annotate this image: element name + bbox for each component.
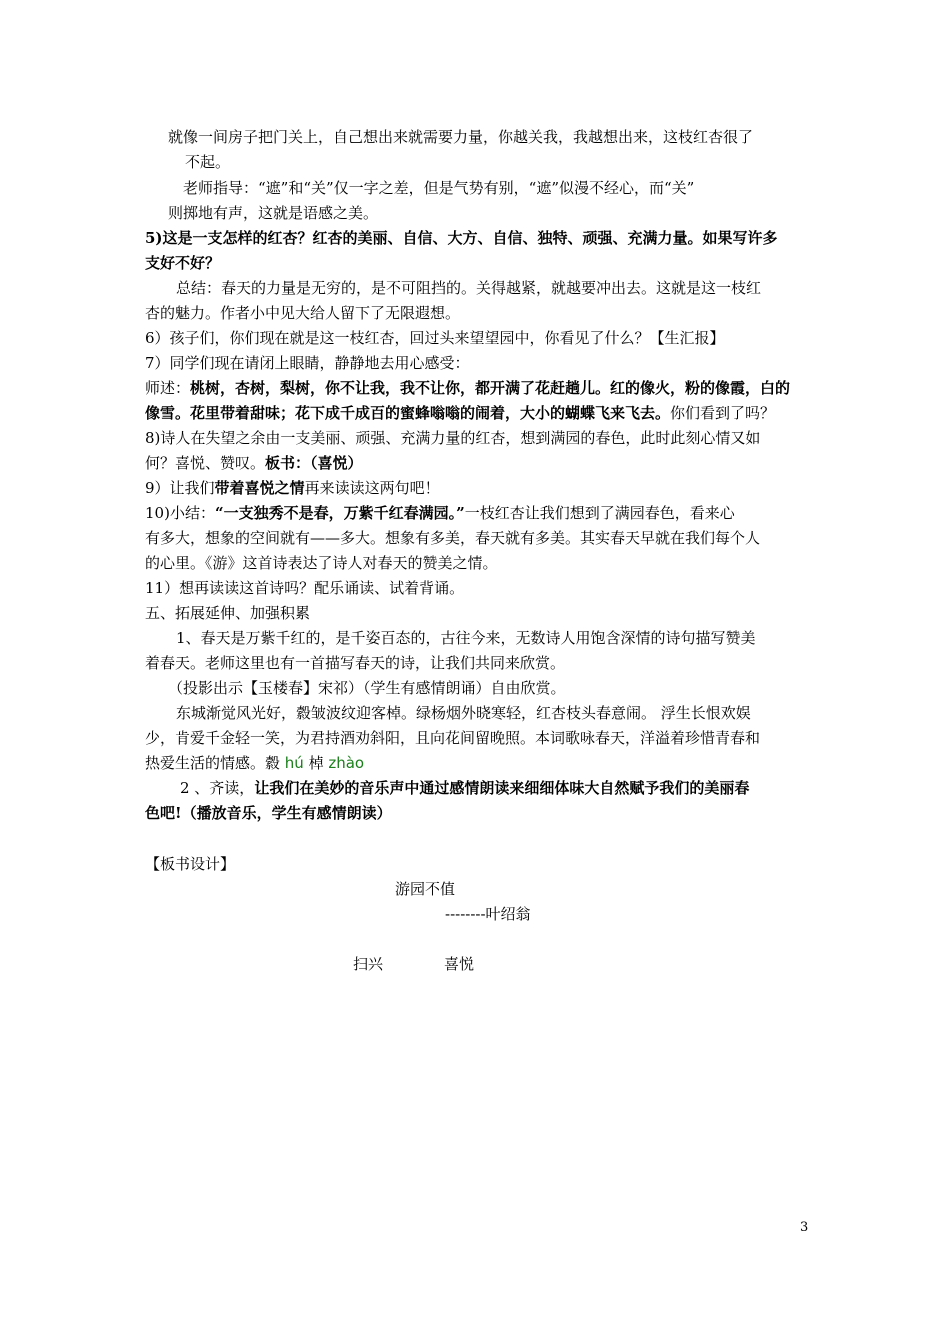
page-number: 3 (800, 1220, 809, 1235)
poem-line: 少，肯爱千金轻一笑，为君持酒劝斜阳，且向花间留晚照。本词歌咏春天，洋溢着珍惜青春和 (145, 729, 761, 747)
summary-line: 杏的魅力。作者小中见大给人留下了无限遐想。 (145, 304, 461, 322)
text-line: 不起。 (185, 153, 231, 171)
narration-text: 桃树，杏树，梨树，你不让我，我不让你，都开满了花赶趟儿。红的像火，粉的像霞，白的 (190, 379, 791, 397)
question-7: 7）同学们现在请闭上眼睛，静静地去用心感受： (145, 354, 470, 372)
narration-label: 师述： (145, 379, 191, 397)
question-5: 5)这是一支怎样的红杏？红杏的美丽、自信、大方、自信、独特、顽强、充满力量。如果写许多 (145, 229, 778, 247)
narration-line (145, 376, 790, 400)
text-line: 有多大，想象的空间就有——多大。想象有多美，春天就有多美。其实春天早就在我们每个人 (145, 529, 761, 547)
text-line: （投影出示【玉楼春】宋祁）（学生有感情朗诵）自由欣赏。 (168, 679, 566, 697)
section-heading: 五、拓展延伸、加强积累 (145, 604, 311, 622)
text-line: 1、春天是万紫千红的，是千姿百态的，古往今来，无数诗人用饱含深情的诗句描写赞美 (176, 629, 756, 647)
board-title: 游园不值 (395, 880, 456, 898)
board-word-disappointed: 扫兴 (353, 955, 384, 973)
text-line: 老师指导：“遮”和“关”仅一字之差，但是气势有别，“遮”似漫不经心，而“关” (183, 179, 695, 197)
pinyin-zhao: zhào (328, 754, 365, 772)
question-8-cont: 何？喜悦、赞叹。板书：（喜悦） (145, 454, 363, 472)
board-author: --------叶绍翁 (445, 905, 531, 923)
poem-quote: “一支独秀不是春，万紫千红春满园。” (214, 504, 465, 522)
board-word-joyful: 喜悦 (444, 955, 475, 973)
board-design-heading: 【板书设计】 (145, 855, 236, 873)
group-reading-cont: 色吧!（播放音乐，学生有感情朗读） (145, 804, 392, 822)
text-line: 着春天。老师这里也有一首描写春天的诗，让我们共同来欣赏。 (145, 654, 566, 672)
poem-line: 东城渐觉风光好，縠皱波纹迎客棹。绿杨烟外晓寒轻，红杏枝头春意闹。 浮生长恨欢娱 (176, 704, 751, 722)
question-11: 11）想再读读这首诗吗？配乐诵读、试着背诵。 (145, 579, 465, 597)
poem-line: 热爱生活的情感。縠 hú 棹 zhào (145, 754, 365, 772)
question-6: 6）孩子们，你们现在就是这一枝红杏，回过头来望望园中，你看见了什么？【生汇报】 (145, 329, 725, 347)
text-line: 就像一间房子把门关上，自己想出来就需要力量，你越关我，我越想出来，这枝红杏很了 (168, 128, 754, 146)
question-8: 8)诗人在失望之余由一支美丽、顽强、充满力量的红杏，想到满园的春色，此时此刻心情又如 (145, 429, 761, 447)
board-note: 板书：（喜悦） (265, 454, 363, 472)
narration-line (145, 401, 775, 425)
question-9: 9）让我们带着喜悦之情再来读读这两句吧！ (145, 479, 440, 497)
pinyin-hu: hú (284, 754, 304, 772)
question-5-cont: 支好不好？ (145, 254, 221, 272)
group-reading: 2 、齐读，让我们在美妙的音乐声中通过感情朗读来细细体味大自然赋予我们的美丽春 (180, 779, 750, 797)
summary-10: 10)小结：“一支独秀不是春，万紫千红春满园。”一枝红杏让我们想到了满园春色，看来心 (145, 504, 735, 522)
text-line: 的心里。《游》这首诗表达了诗人对春天的赞美之情。 (145, 554, 498, 572)
narration-question: 你们看到了吗？ (670, 404, 776, 422)
summary-line: 总结：春天的力量是无穷的，是不可阻挡的。关得越紧，就越要冲出去。这就是这一枝红 (176, 279, 762, 297)
narration-text: 像雪。花里带着甜味；花下成千成百的蜜蜂嗡嗡的闹着，大小的蝴蝶飞来飞去。 (145, 404, 671, 422)
emphasis: 带着喜悦之情 (214, 479, 305, 497)
text-line: 则掷地有声，这就是语感之美。 (168, 204, 379, 222)
